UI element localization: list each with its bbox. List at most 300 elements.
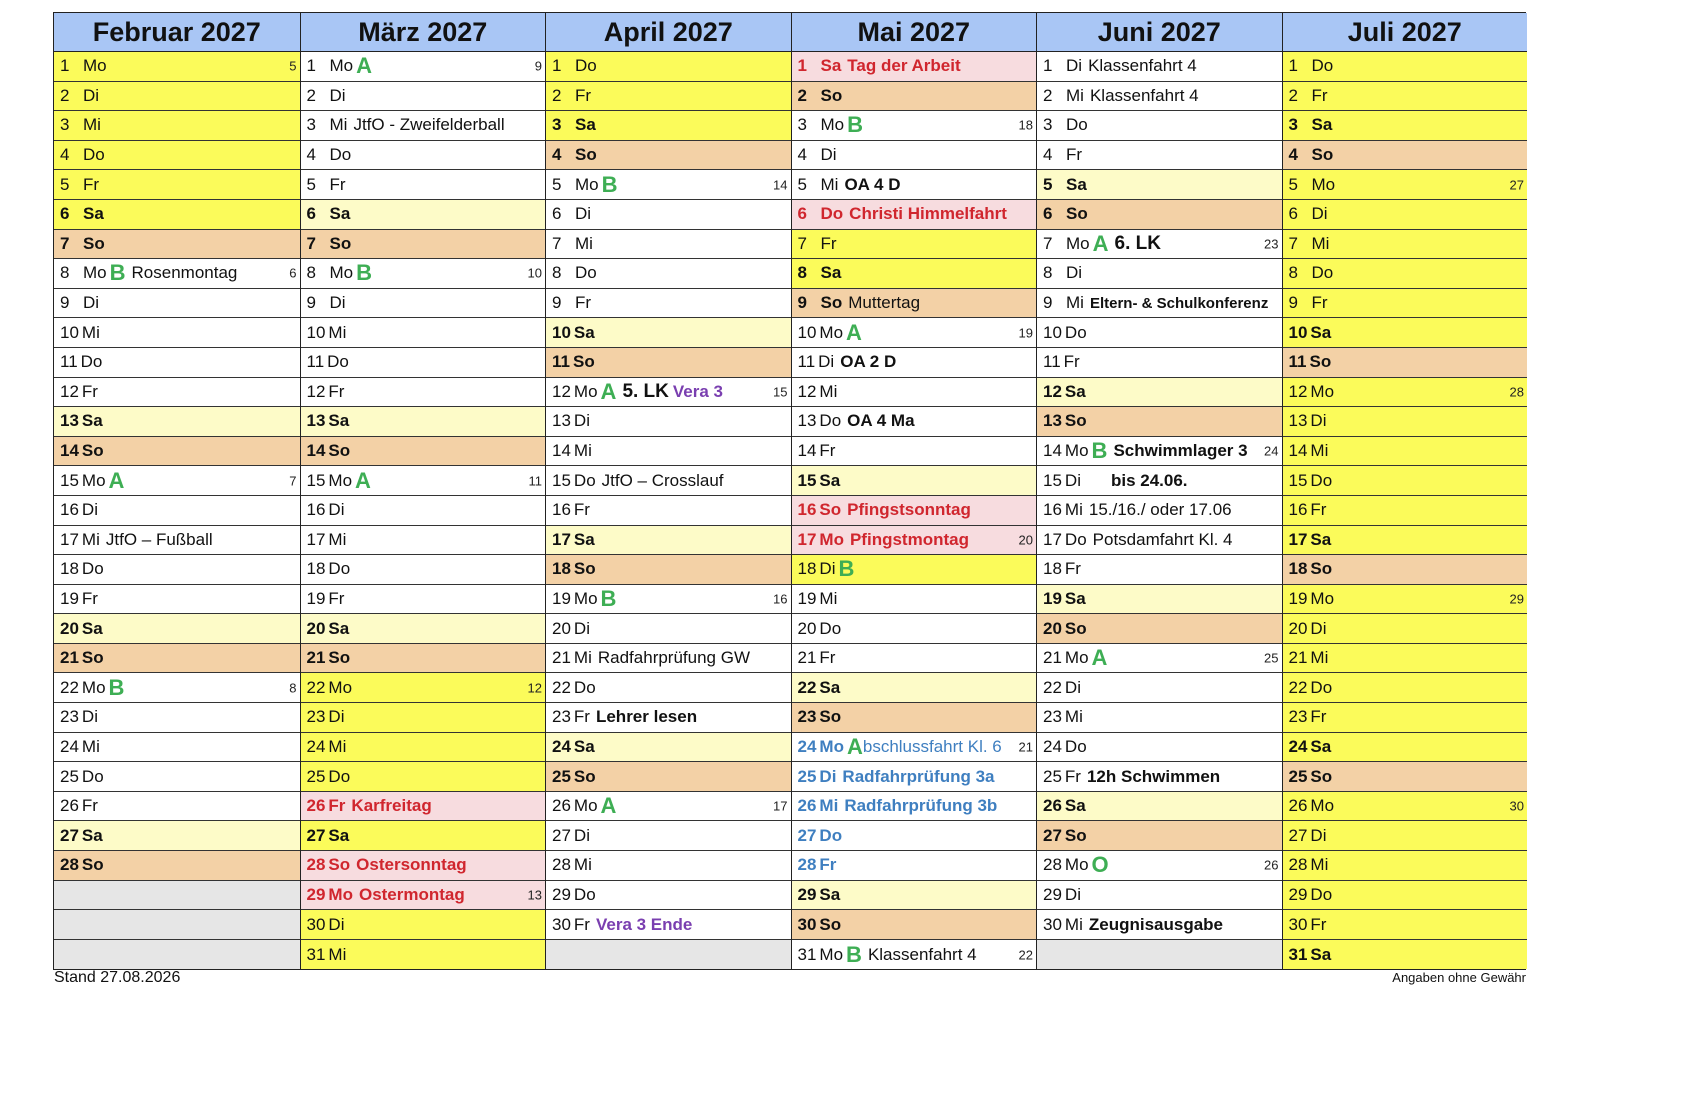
- weekday: So: [573, 766, 596, 786]
- day-cell: [1283, 821, 1528, 851]
- week-letter: A: [846, 733, 863, 759]
- day-number: 27: [552, 825, 571, 845]
- weekday: Fr: [819, 855, 837, 875]
- day-cell: [792, 910, 1037, 940]
- weekday: Fr: [329, 174, 346, 194]
- day-number: 16: [60, 500, 79, 520]
- day-number: 20: [1043, 618, 1062, 638]
- day-number: 3: [797, 115, 807, 135]
- weekday: Di: [819, 559, 836, 579]
- weekday: Fr: [328, 796, 346, 816]
- week-letter: B: [847, 112, 864, 138]
- weekday: Fr: [1311, 85, 1328, 105]
- weekday: Mi: [819, 796, 839, 816]
- day-number: 10: [1043, 322, 1062, 342]
- empty-cell: [54, 910, 300, 940]
- day-number: 22: [552, 677, 571, 697]
- day-number: 13: [1043, 411, 1062, 431]
- day-cell: [1037, 230, 1282, 260]
- week-letter: B: [846, 941, 862, 967]
- day-number: 19: [60, 588, 79, 608]
- day-number: 26: [797, 796, 817, 816]
- day-cell: [54, 141, 300, 171]
- event-note: Eltern- & Schulkonferenz: [1089, 294, 1269, 312]
- day-cell: [1283, 673, 1528, 703]
- event-note: Klassenfahrt 4: [1089, 85, 1199, 105]
- day-number: 17: [1043, 529, 1062, 549]
- day-cell: [792, 437, 1037, 467]
- day-cell: [792, 52, 1037, 82]
- event-note: Muttertag: [848, 293, 921, 313]
- day-cell: [792, 644, 1037, 674]
- day-cell: [54, 762, 300, 792]
- day-number: 26: [1043, 796, 1062, 816]
- weekday: Di: [329, 85, 346, 105]
- day-cell: [1037, 703, 1282, 733]
- weekday: So: [1064, 825, 1087, 845]
- week-letter: A: [1092, 230, 1109, 256]
- day-cell: [54, 111, 300, 141]
- day-number: 29: [1043, 884, 1062, 904]
- month-column-juni: [1036, 13, 1282, 969]
- day-cell: [1283, 378, 1528, 408]
- weekday: Sa: [573, 322, 595, 342]
- event-note: Klassenfahrt 4: [1088, 56, 1197, 76]
- day-number: 1: [552, 56, 562, 76]
- weekday: Fr: [83, 174, 100, 194]
- weekday: So: [820, 85, 843, 105]
- weekday: Fr: [328, 381, 345, 401]
- month-title: Mai 2027: [792, 13, 1037, 52]
- day-cell: [1283, 762, 1528, 792]
- weekday: Fr: [1063, 352, 1080, 372]
- day-cell: [1283, 348, 1528, 378]
- weekday: Fr: [1310, 914, 1327, 934]
- day-cell: [301, 52, 546, 82]
- weekday: Sa: [1311, 115, 1333, 135]
- day-number: 24: [60, 736, 79, 756]
- weekday: So: [329, 233, 352, 253]
- day-cell: [1037, 141, 1282, 171]
- day-number: 30: [797, 914, 817, 934]
- weekday: Di: [573, 411, 590, 431]
- day-number: 4: [1043, 145, 1053, 165]
- month-column-juli: [1282, 13, 1528, 969]
- day-cell: [546, 792, 791, 822]
- day-cell: [301, 259, 546, 289]
- day-number: 1: [306, 56, 316, 76]
- day-number: 8: [1043, 263, 1053, 283]
- day-cell: [301, 230, 546, 260]
- day-number: 9: [797, 293, 807, 313]
- day-cell: [301, 348, 546, 378]
- day-cell: [1283, 111, 1528, 141]
- day-cell: [546, 466, 791, 496]
- day-cell: [54, 348, 300, 378]
- day-cell: [792, 851, 1037, 881]
- day-number: 28: [797, 855, 817, 875]
- day-number: 17: [306, 529, 326, 549]
- day-cell: [1283, 910, 1528, 940]
- day-cell: [546, 733, 791, 763]
- day-cell: [1037, 318, 1282, 348]
- day-cell: [1283, 141, 1528, 171]
- weekday: Mo: [1311, 174, 1336, 194]
- day-cell: [792, 348, 1037, 378]
- event-note: OA 4 Ma: [847, 411, 915, 431]
- event-note: Pfingstmontag: [849, 529, 969, 549]
- weekday: Sa: [820, 56, 842, 76]
- event-note: bis 24.06.: [1110, 470, 1188, 490]
- week-number: 21: [1018, 739, 1033, 755]
- day-cell: [792, 585, 1037, 615]
- weekday: So: [819, 707, 842, 727]
- day-number: 9: [60, 293, 70, 313]
- day-cell: [546, 318, 791, 348]
- day-number: 20: [1288, 618, 1308, 638]
- day-number: 12: [552, 381, 571, 401]
- weekday: Fr: [819, 441, 836, 461]
- weekday: So: [819, 914, 842, 934]
- weekday: Sa: [83, 204, 104, 224]
- day-number: 26: [306, 796, 326, 816]
- weekday: Fr: [1310, 500, 1327, 520]
- day-number: 31: [306, 944, 326, 964]
- day-number: 24: [797, 736, 817, 756]
- weekday: Do: [327, 352, 349, 372]
- day-number: 12: [1288, 381, 1308, 401]
- weekday: Mo: [820, 115, 845, 135]
- day-cell: [301, 940, 546, 970]
- day-cell: [1037, 673, 1282, 703]
- week-letter: O: [1091, 852, 1109, 878]
- weekday: Sa: [819, 470, 841, 490]
- day-number: 30: [306, 914, 326, 934]
- day-number: 2: [1043, 85, 1053, 105]
- weekday: Mi: [573, 855, 592, 875]
- week-letter: B: [108, 674, 125, 700]
- day-cell: [792, 289, 1037, 319]
- day-cell: [1283, 466, 1528, 496]
- weekday: Mo: [1064, 441, 1089, 461]
- day-number: 28: [306, 855, 326, 875]
- day-number: 7: [797, 233, 807, 253]
- weekday: Mi: [573, 441, 592, 461]
- weekday: Mi: [329, 115, 348, 135]
- weekday: Mi: [328, 944, 347, 964]
- day-number: 14: [797, 441, 817, 461]
- day-cell: [301, 141, 546, 171]
- day-cell: [1283, 555, 1528, 585]
- day-number: 5: [306, 174, 316, 194]
- day-number: 28: [1043, 855, 1062, 875]
- event-note: Zeugnisausgabe: [1088, 914, 1224, 934]
- week-letter: A: [600, 793, 617, 819]
- weekday: Do: [1311, 56, 1334, 76]
- day-number: 23: [60, 707, 79, 727]
- day-cell: [54, 170, 300, 200]
- weekday: So: [328, 648, 351, 668]
- day-cell: [1037, 289, 1282, 319]
- day-number: 18: [60, 559, 79, 579]
- week-letter: A: [108, 467, 125, 493]
- week-letter: A: [846, 319, 862, 345]
- weekday: Fr: [1310, 707, 1327, 727]
- weekday: Mi: [83, 115, 101, 135]
- day-number: 7: [1043, 233, 1053, 253]
- weekday: Di: [1310, 618, 1327, 638]
- weekday: Sa: [328, 411, 350, 431]
- day-cell: [1037, 496, 1282, 526]
- day-cell: [1037, 378, 1282, 408]
- day-cell: [301, 762, 546, 792]
- weekday: Fr: [328, 588, 345, 608]
- day-cell: [1037, 437, 1282, 467]
- day-number: 2: [552, 85, 562, 105]
- day-number: 17: [552, 529, 571, 549]
- weekday: Mo: [1064, 855, 1089, 875]
- weekday: Fr: [573, 500, 590, 520]
- month-title: Juli 2027: [1283, 13, 1528, 52]
- day-number: 10: [552, 322, 571, 342]
- day-cell: [301, 170, 546, 200]
- week-number: 11: [528, 473, 542, 489]
- event-note: 5. LK: [622, 380, 669, 402]
- weekday: Di: [573, 825, 590, 845]
- weekday: Mi: [81, 322, 100, 342]
- month-title: März 2027: [301, 13, 546, 52]
- weekday: Di: [1064, 470, 1081, 490]
- day-number: 22: [1288, 677, 1308, 697]
- day-number: 10: [306, 322, 326, 342]
- week-number: 10: [527, 265, 542, 281]
- day-cell: [301, 614, 546, 644]
- day-cell: [1283, 200, 1528, 230]
- week-number: 25: [1264, 650, 1279, 666]
- week-letter: B: [109, 260, 126, 286]
- day-number: 13: [552, 411, 571, 431]
- day-cell: [1283, 881, 1528, 911]
- day-number: 21: [552, 648, 571, 668]
- week-number: 19: [1018, 325, 1033, 341]
- day-number: 14: [1288, 441, 1308, 461]
- weekday: Do: [80, 352, 103, 372]
- weekday: Fr: [819, 648, 836, 668]
- weekday: Sa: [1310, 736, 1332, 756]
- day-cell: [546, 703, 791, 733]
- day-cell: [1283, 526, 1528, 556]
- month-column-april: [545, 13, 791, 969]
- day-number: 15: [552, 470, 571, 490]
- day-number: 11: [60, 352, 78, 372]
- day-number: 19: [1288, 588, 1308, 608]
- day-number: 13: [306, 411, 326, 431]
- day-cell: [546, 762, 791, 792]
- day-number: 5: [552, 174, 562, 194]
- weekday: Fr: [1066, 145, 1083, 165]
- day-number: 4: [797, 145, 807, 165]
- weekday: Sa: [81, 411, 103, 431]
- weekday: Sa: [328, 618, 350, 638]
- event-note: Radfahrprüfung 3a: [842, 766, 995, 786]
- day-number: 13: [60, 411, 79, 431]
- day-cell: [1037, 910, 1282, 940]
- event-note: Vera 3 Ende: [595, 914, 693, 934]
- weekday: Di: [83, 85, 100, 105]
- week-number: 23: [1264, 236, 1279, 252]
- day-cell: [1037, 614, 1282, 644]
- day-number: 27: [797, 825, 817, 845]
- weekday: Mi: [1066, 85, 1084, 105]
- day-number: 18: [306, 559, 326, 579]
- day-cell: [1283, 407, 1528, 437]
- day-number: 18: [797, 559, 817, 579]
- day-number: 20: [60, 618, 79, 638]
- day-cell: [546, 585, 791, 615]
- weekday: Mi: [575, 233, 593, 253]
- day-cell: [792, 762, 1037, 792]
- weekday: Mi: [81, 736, 100, 756]
- week-number: 29: [1509, 591, 1524, 607]
- event-note: Rosenmontag: [131, 263, 238, 283]
- weekday: Mi: [328, 736, 347, 756]
- day-cell: [546, 851, 791, 881]
- day-cell: [301, 821, 546, 851]
- week-number: 22: [1018, 947, 1033, 963]
- day-cell: [546, 259, 791, 289]
- day-cell: [1283, 733, 1528, 763]
- day-cell: [1283, 496, 1528, 526]
- weekday: Sa: [1064, 588, 1086, 608]
- day-number: 27: [60, 825, 79, 845]
- weekday: Di: [818, 352, 835, 372]
- day-number: 21: [306, 648, 326, 668]
- day-cell: [1037, 881, 1282, 911]
- day-cell: [1037, 526, 1282, 556]
- event-note: 6. LK: [1114, 232, 1161, 254]
- week-letter: B: [838, 556, 855, 582]
- day-number: 21: [797, 648, 817, 668]
- weekday: Di: [328, 707, 345, 727]
- weekday: Mo: [328, 470, 353, 490]
- day-number: 2: [797, 85, 807, 105]
- week-number: 5: [289, 58, 297, 74]
- day-cell: [301, 200, 546, 230]
- weekday: Do: [329, 145, 352, 165]
- event-note: Christi Himmelfahrt: [849, 204, 1007, 224]
- school-calendar: [53, 12, 1526, 970]
- weekday: Fr: [820, 233, 837, 253]
- day-cell: [1283, 851, 1528, 881]
- disclaimer: Angaben ohne Gewähr: [1392, 970, 1526, 985]
- day-cell: [546, 111, 791, 141]
- weekday: Sa: [328, 825, 350, 845]
- day-number: 29: [552, 884, 571, 904]
- day-number: 4: [552, 145, 562, 165]
- month-column-februar: [54, 13, 300, 969]
- weekday: Sa: [1310, 322, 1332, 342]
- weekday: Mo: [329, 56, 354, 76]
- day-cell: [546, 555, 791, 585]
- event-note: Tag der Arbeit: [847, 56, 961, 76]
- day-number: 3: [552, 115, 562, 135]
- weekday: Mo: [573, 381, 598, 401]
- day-number: 7: [306, 233, 316, 253]
- day-number: 26: [60, 796, 79, 816]
- day-cell: [1283, 585, 1528, 615]
- day-number: 31: [1288, 944, 1308, 964]
- weekday: Mo: [575, 174, 599, 194]
- event-note: 15./16./ oder 17.06: [1088, 500, 1232, 520]
- day-cell: [301, 407, 546, 437]
- day-number: 22: [1043, 677, 1062, 697]
- day-number: 2: [1288, 85, 1298, 105]
- day-number: 24: [552, 736, 571, 756]
- day-cell: [54, 259, 300, 289]
- weekday: Mi: [1064, 914, 1083, 934]
- day-number: 18: [1043, 559, 1062, 579]
- day-number: 6: [797, 204, 807, 224]
- day-cell: [1037, 259, 1282, 289]
- weekday: Do: [1066, 115, 1088, 135]
- day-cell: [792, 821, 1037, 851]
- weekday: So: [81, 855, 104, 875]
- day-cell: [301, 496, 546, 526]
- day-cell: [546, 881, 791, 911]
- day-number: 15: [60, 470, 79, 490]
- day-number: 18: [552, 559, 571, 579]
- day-number: 11: [306, 352, 325, 372]
- day-cell: [792, 733, 1037, 763]
- day-number: 31: [797, 944, 817, 964]
- week-number: 20: [1018, 532, 1033, 548]
- weekday: Sa: [81, 618, 103, 638]
- day-cell: [54, 644, 300, 674]
- day-number: 14: [552, 441, 571, 461]
- day-cell: [1037, 792, 1282, 822]
- event-note: Ostersonntag: [356, 855, 467, 875]
- weekday: Di: [1064, 884, 1081, 904]
- day-number: 30: [1043, 914, 1062, 934]
- day-cell: [1037, 733, 1282, 763]
- day-cell: [301, 792, 546, 822]
- weekday: Mo: [1310, 381, 1335, 401]
- day-number: 9: [1288, 293, 1298, 313]
- day-cell: [546, 230, 791, 260]
- day-cell: [546, 407, 791, 437]
- weekday: Do: [1310, 470, 1333, 490]
- day-number: 15: [797, 470, 817, 490]
- day-cell: [301, 111, 546, 141]
- day-cell: [792, 466, 1037, 496]
- day-cell: [792, 407, 1037, 437]
- day-number: 3: [1288, 115, 1298, 135]
- day-cell: [54, 555, 300, 585]
- day-cell: [792, 614, 1037, 644]
- day-cell: [546, 378, 791, 408]
- week-number: 28: [1509, 384, 1524, 400]
- day-number: 27: [1288, 825, 1308, 845]
- weekday: Di: [819, 766, 837, 786]
- day-number: 5: [797, 174, 807, 194]
- day-number: 16: [552, 500, 571, 520]
- day-number: 10: [797, 322, 817, 342]
- day-cell: [792, 526, 1037, 556]
- day-cell: [1037, 52, 1282, 82]
- day-number: 11: [552, 352, 570, 372]
- day-cell: [1037, 851, 1282, 881]
- day-cell: [54, 437, 300, 467]
